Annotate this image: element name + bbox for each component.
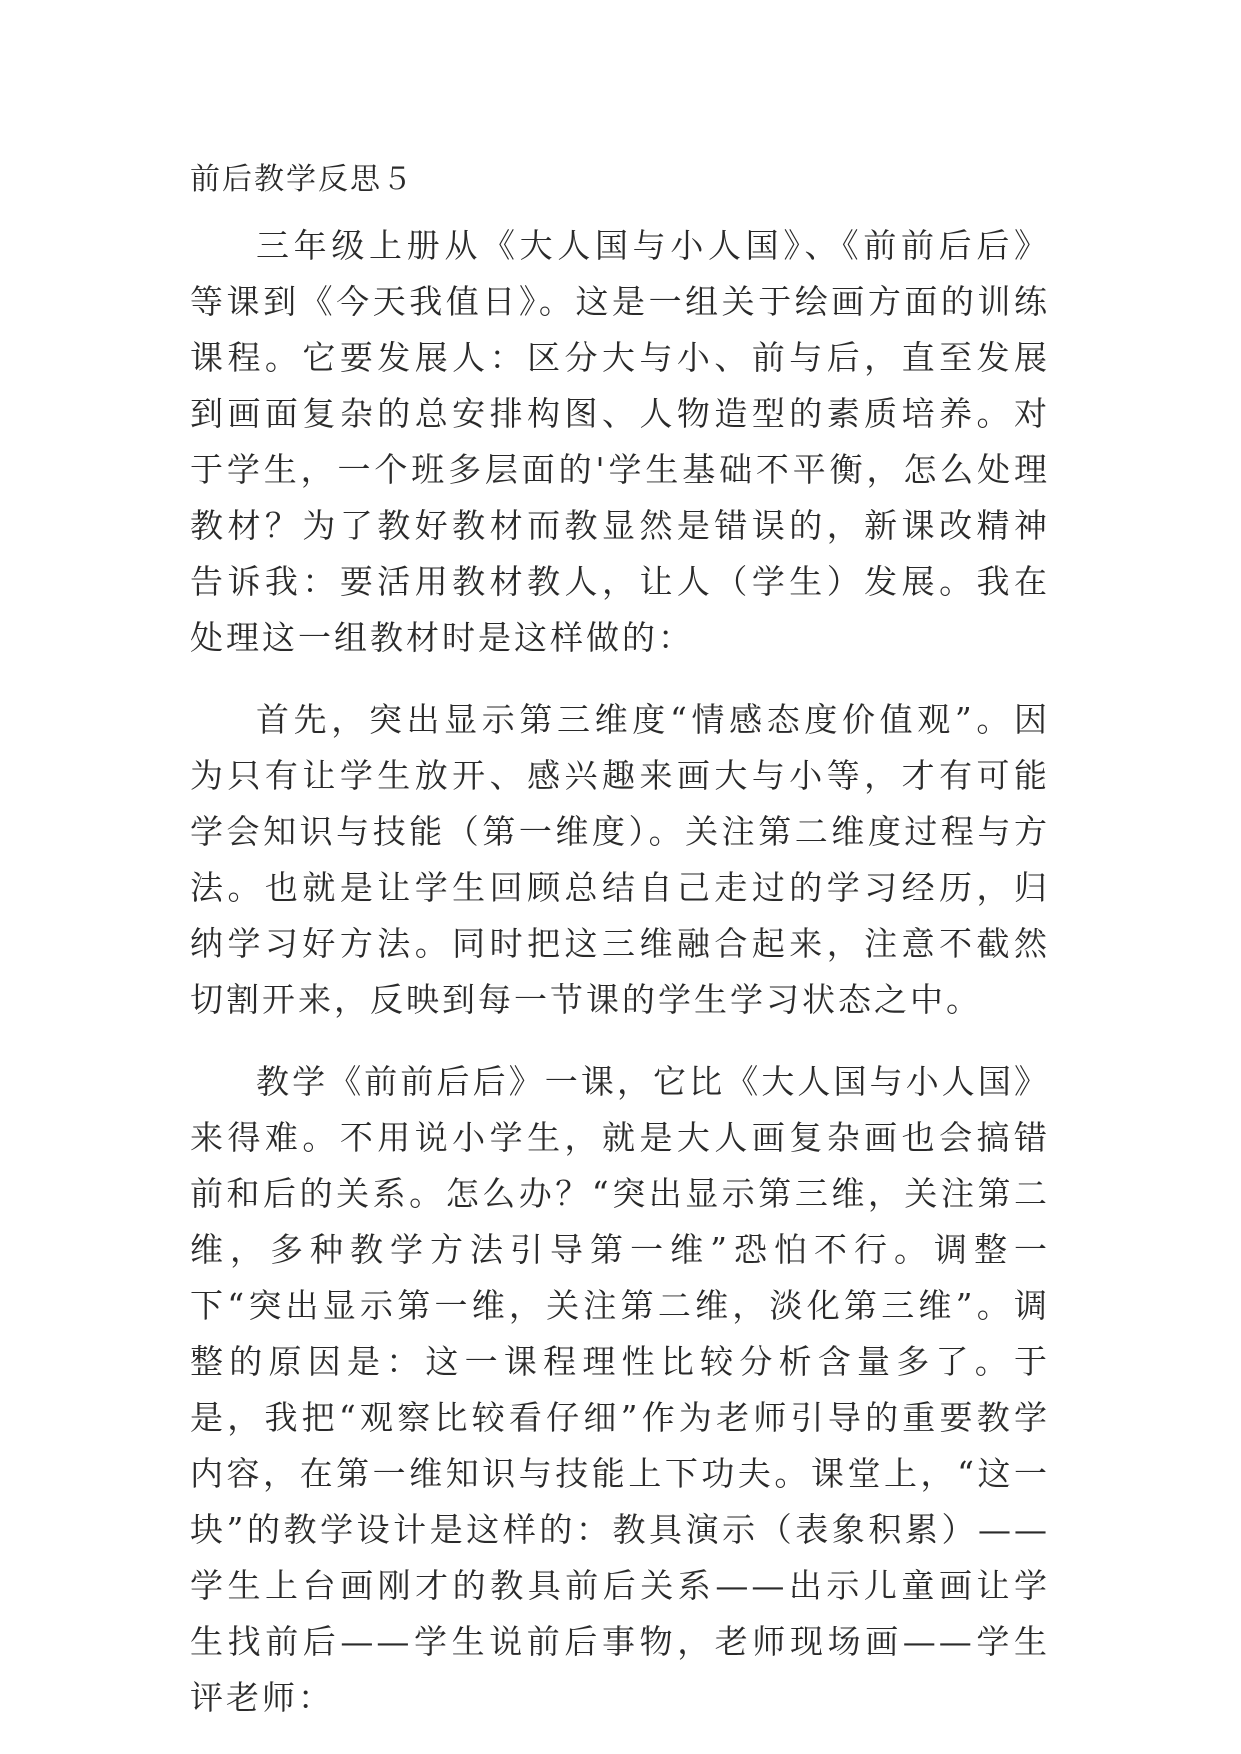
paragraph-2: 首先，突出显示第三维度“情感态度价值观”。因为只有让学生放开、感兴趣来画大与小等，才有可能学会知识与技能（第一维度）。关注第二维度过程与方法。也就是让学生回顾总结自己走过的学习经历，归纳学习好方法。同时把这三维融合起来，注意不截然切割开来，反映到每一节课的学生学习状态之中。 (190, 700, 1050, 1019)
paragraph-3: 教学《前前后后》一课，它比《大人国与小人国》来得难。不用说小学生，就是大人画复杂画也会搞错前和后的关系。怎么办？“突出显示第三维，关注第二维，多种教学方法引导第一维”恐怕不行。调整一下“突出显示第一维，关注第二维，淡化第三维”。调整的原因是：这一课程理性比较分析含量多了。于是，我把“观察比较看仔细”作为老师引导的重要教学内容，在第一维知识与技能上下功夫。课堂上，“这一块”的教学设计是这样的：教具演示（表象积累）——学生上台画刚才的教具前后关系——出示儿童画让学生找前后——学生说前后事物，老师现场画——学生评老师： (190, 1062, 1050, 1717)
document-body (190, 160, 1050, 1752)
paragraph-1: 三年级上册从《大人国与小人国》、《前前后后》等课到《今天我值日》。这是一组关于绘画方面的训练课程。它要发展人：区分大与小、前与后，直至发展到画面复杂的总安排构图、人物造型的素质培养。对于学生，一个班多层面的'学生基础不平衡，怎么处理教材？为了教好教材而教显然是错误的，新课改精神告诉我：要活用教材教人，让人（学生）发展。我在处理这一组教材时是这样做的： (190, 226, 1050, 657)
document-title: 前后教学反思５ (190, 162, 414, 197)
